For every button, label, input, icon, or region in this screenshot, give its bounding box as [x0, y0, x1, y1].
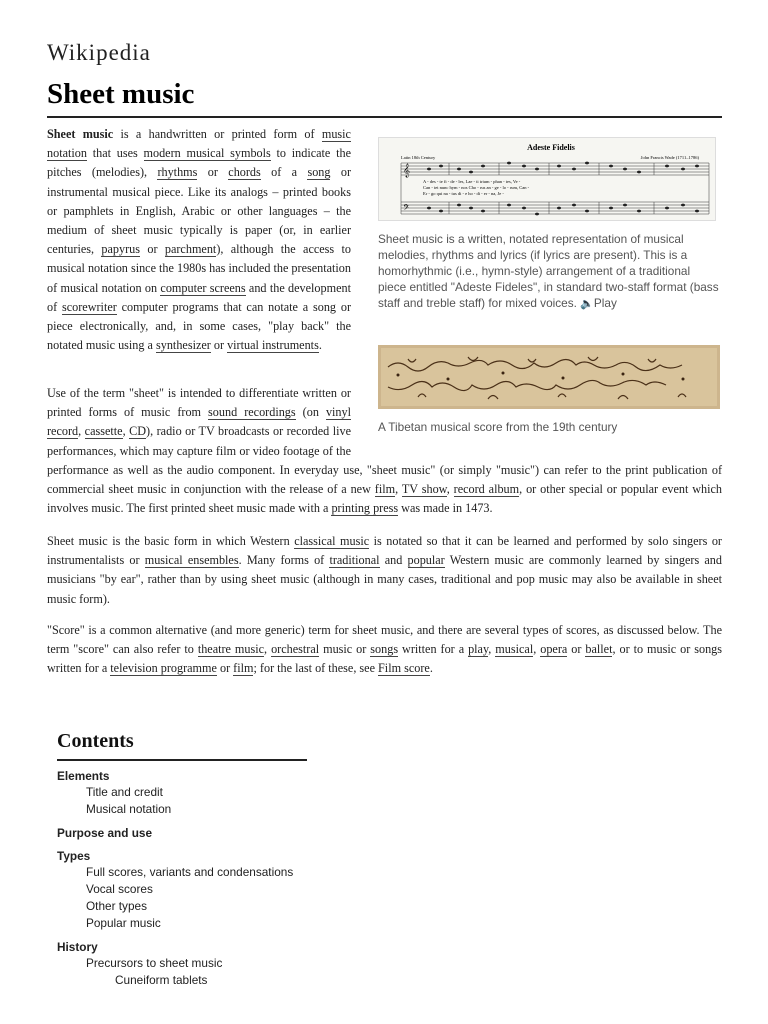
link-papyrus[interactable]: papyrus: [101, 242, 140, 257]
text: is a handwritten or printed form of: [113, 127, 322, 141]
text: that uses: [86, 146, 144, 161]
link-song[interactable]: song: [307, 165, 331, 180]
toc-item-purpose-and-use[interactable]: Purpose and use: [57, 826, 153, 840]
toc-item-title-and-credit[interactable]: Title and credit: [86, 785, 163, 799]
lead-paragraph: [47, 125, 351, 355]
text: ,: [533, 642, 541, 657]
toc-item-history[interactable]: History: [57, 940, 98, 954]
paragraph-sheet-term: [47, 384, 722, 518]
text: "Score" is a common alternative (and more generic) term for sheet music, and there are several types of scores, as discussed below. The term "score" can also refer to: [47, 623, 722, 657]
text: (on: [295, 405, 326, 420]
toc-list: [57, 769, 317, 988]
text: or: [197, 165, 229, 180]
lyric-line-1: A - des - te fi - de - les, Lae - ti trium - phan - tes, Ve -: [423, 179, 521, 184]
text: and the development of: [47, 280, 351, 314]
text: to indicate the pitches (melodies),: [47, 146, 351, 180]
toc-item-other-types[interactable]: Other types: [86, 899, 147, 913]
link-film-score[interactable]: Film score: [378, 661, 430, 676]
text: was made in 1473.: [398, 501, 493, 516]
link-tv-show[interactable]: TV show: [401, 482, 447, 497]
paragraph-score-term: [47, 621, 722, 679]
link-vinyl-record[interactable]: vinyl record: [47, 405, 351, 439]
play-audio-link[interactable]: Play: [593, 296, 617, 310]
link-opera[interactable]: opera: [540, 642, 568, 657]
link-musical[interactable]: musical: [495, 642, 534, 657]
text: ,: [488, 642, 496, 657]
text: or: [140, 242, 165, 257]
toc-item-full-scores[interactable]: Full scores, variants and condensations: [86, 865, 294, 879]
link-songs[interactable]: songs: [370, 642, 399, 657]
link-theatre-music[interactable]: theatre music: [197, 642, 265, 657]
link-orchestral[interactable]: orchestral: [271, 642, 320, 657]
caption-text: Sheet music is a written, notated representation of musical melodies, rhythms and lyrics (if lyrics are present). This is a homorhythmic (i.e., hymn-style) arrangement of a traditional piece entitled "Adeste Fideles", in standard two-staff format (bass staff and treble staff) for mixed voices.: [378, 232, 719, 310]
link-play[interactable]: play: [468, 642, 489, 657]
text: , or to music or songs written for a: [47, 642, 723, 676]
title-divider: [47, 116, 722, 118]
speaker-icon[interactable]: 🔈: [580, 298, 594, 310]
link-television-programme[interactable]: television programme: [110, 661, 217, 676]
wikipedia-wordmark[interactable]: Wikipedia: [47, 40, 151, 65]
link-cassette[interactable]: cassette: [84, 424, 123, 439]
text: ,: [264, 642, 272, 657]
text: music or: [319, 642, 371, 657]
toc-item-vocal-scores[interactable]: Vocal scores: [86, 882, 153, 896]
text: written for a: [398, 642, 469, 657]
toc-item-musical-notation[interactable]: Musical notation: [86, 802, 172, 816]
sheet-music-image[interactable]: [378, 137, 716, 221]
text: or: [567, 642, 586, 657]
text: Western music are commonly learned by singers and musicians "by ear", rather than by using sheet music (although in many cases, traditional and pop music may also be available in sheet music form).: [47, 553, 722, 606]
text: of a: [260, 165, 308, 180]
link-computer-screens[interactable]: computer screens: [160, 280, 246, 295]
figure-adeste-fideles: [378, 137, 720, 312]
link-printing-press[interactable]: printing press: [331, 501, 399, 516]
toc-item-cuneiform-tablets[interactable]: Cuneiform tablets: [115, 973, 208, 987]
link-film-2[interactable]: film: [233, 661, 254, 676]
toc-item-types[interactable]: Types: [57, 849, 91, 863]
text: ,: [122, 424, 130, 439]
link-record-album[interactable]: record album: [453, 482, 520, 497]
link-chords[interactable]: chords: [228, 165, 261, 180]
figure-caption: [378, 231, 720, 312]
link-traditional[interactable]: traditional: [329, 553, 380, 568]
link-musical-ensembles[interactable]: musical ensembles: [144, 553, 239, 568]
page-title: Sheet music: [47, 78, 195, 110]
text: Sheet music is the basic form in which Western: [47, 534, 295, 548]
text: is notated so that it can be learned and performed by solo singers or instrumentalists or: [47, 534, 722, 568]
text: ,: [78, 424, 85, 439]
link-rhythms[interactable]: rhythms: [157, 165, 198, 180]
text: .: [318, 338, 322, 353]
float-spacer: [351, 384, 722, 460]
link-sound-recordings[interactable]: sound recordings: [208, 405, 296, 420]
figure-caption: A Tibetan musical score from the 19th century: [378, 420, 618, 434]
treble-clef-icon: 𝄞: [403, 163, 411, 177]
text: or: [210, 338, 228, 353]
link-popular[interactable]: popular: [407, 553, 445, 568]
text: and: [379, 553, 408, 568]
link-film[interactable]: film: [374, 482, 396, 497]
text: or: [216, 661, 234, 676]
link-cd[interactable]: CD: [129, 424, 147, 439]
score-left-credit: Latin 18th Century: [401, 155, 436, 160]
text: .: [429, 661, 433, 676]
link-classical-music[interactable]: classical music: [294, 534, 370, 548]
bold-term: Sheet music: [47, 127, 114, 141]
contents-heading: Contents: [57, 730, 307, 761]
text: Use of the term "sheet" is intended to differentiate written or printed forms of music from: [47, 386, 351, 420]
text: ,: [446, 482, 454, 497]
link-virtual-instruments[interactable]: virtual instruments: [227, 338, 319, 353]
text: ,: [395, 482, 402, 497]
toc-item-precursors[interactable]: Precursors to sheet music: [86, 956, 223, 970]
paragraph-western-music: [47, 532, 722, 609]
score-right-credit: John Francis Wade (1711–1786): [640, 155, 699, 160]
text: . Many forms of: [238, 553, 330, 568]
link-ballet[interactable]: ballet: [585, 642, 613, 657]
link-modern-musical-symbols[interactable]: modern musical symbols: [143, 146, 271, 161]
text: ; for the last of these, see: [253, 661, 379, 676]
toc-item-elements[interactable]: Elements: [57, 769, 110, 783]
lyric-line-2: Can - tet nunc hym - nos Cho - rus an - ge - lo - rum, Can -: [423, 185, 530, 190]
text: or instrumental musical piece. Like its analogs – printed books or pamphlets in English, Arabic or other languages – the medium of sheet music typically is paper (or, in earlier centuries,: [47, 165, 352, 257]
bass-clef-icon: 𝄢: [403, 204, 410, 215]
lyric-line-3: Er - go qui na - tus di - e ho - di - er - na, Je -: [423, 191, 504, 196]
table-of-contents: [57, 730, 317, 988]
text: computer programs that can notate a song or piece electronically, and, in some cases, "play back" the notated music using a: [47, 299, 352, 353]
link-music-notation[interactable]: music notation: [47, 127, 351, 161]
link-synthesizer[interactable]: synthesizer: [156, 338, 211, 353]
text: ), radio or TV broadcasts or recorded live performances, which may capture film or video footage of the performance as well as the audio component. In everyday use, "sheet music" (or simply "music") can refer to the print publication of commercial sheet music in conjunction with the release of a new: [47, 424, 722, 497]
link-parchment[interactable]: parchment: [164, 242, 217, 257]
text: , or other special or popular event which involves music. The first printed sheet music made with a: [47, 482, 723, 516]
toc-item-popular-music[interactable]: Popular music: [86, 916, 161, 930]
text: ), although the access to musical notation since the 1980s has included the presentation of musical notation on: [47, 242, 351, 295]
score-title: Adeste Fidelis: [527, 143, 575, 152]
link-scorewriter[interactable]: scorewriter: [61, 299, 117, 314]
